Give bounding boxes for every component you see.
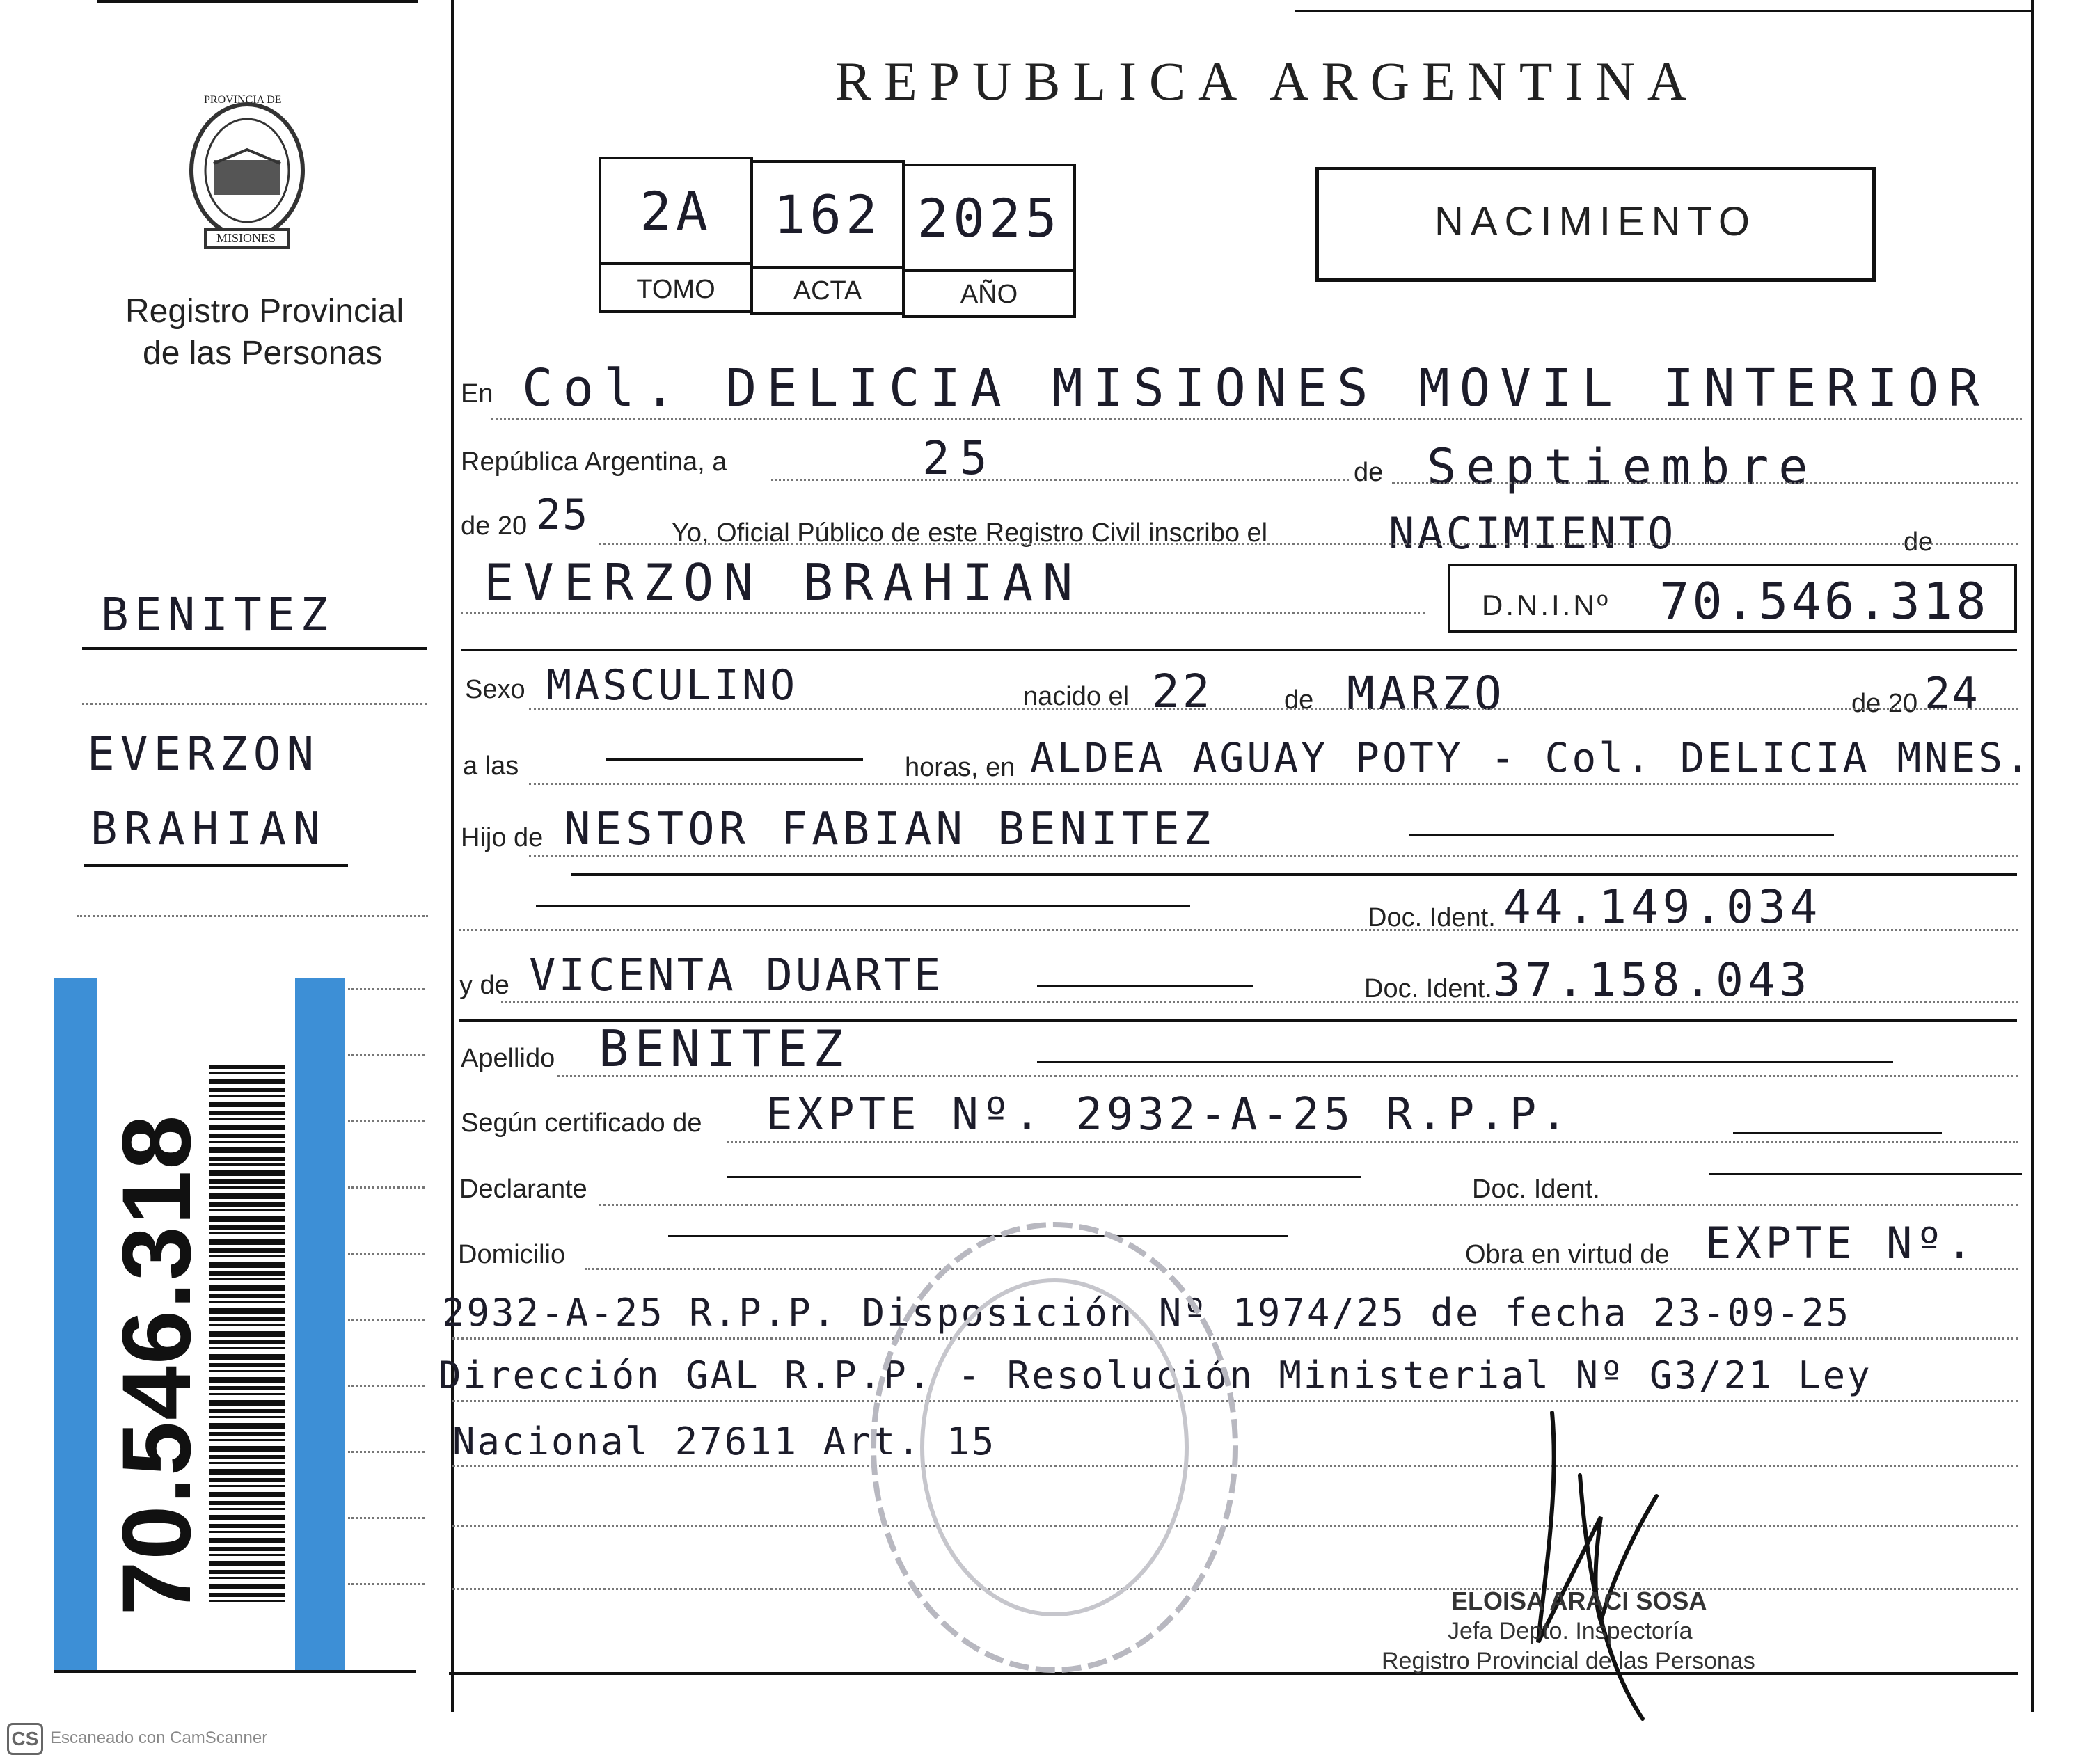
en-label: En <box>461 379 493 408</box>
margin-dots-1 <box>82 703 427 705</box>
margin-dots-2 <box>77 915 428 917</box>
month-value: Septiembre <box>1427 438 1818 495</box>
obra-value: EXPTE Nº. <box>1705 1218 1977 1269</box>
declarante-label: Declarante <box>459 1175 587 1204</box>
inscribe-value: NACIMIENTO <box>1389 508 1677 559</box>
camscanner-logo-text: CS <box>11 1728 39 1749</box>
apellido-blank <box>1037 1061 1893 1063</box>
tomo-value: 2A <box>640 180 712 242</box>
sticker-dni-vertical: 70.546.318 <box>102 1113 211 1616</box>
row4-dots <box>461 612 1425 614</box>
dni-barcode <box>209 1065 285 1607</box>
right-frame-line <box>2031 0 2034 1712</box>
nacido-label: nacido el <box>1023 682 1130 711</box>
registry-name-line1: Registro Provincial <box>125 293 404 330</box>
notes-line1: 2932-A-25 R.P.P. Disposición Nº 1974/25 de fecha 23-09-25 <box>442 1291 1851 1335</box>
margin-dots-5 <box>348 1120 425 1122</box>
country-title: REPUBLICA ARGENTINA <box>835 51 1700 111</box>
acta-label: ACTA <box>793 276 862 305</box>
record-type-box <box>1315 167 1876 282</box>
obra-label: Obra en virtud de <box>1465 1240 1670 1269</box>
row8-dots <box>459 929 2018 931</box>
dni-label: D.N.I.Nº <box>1482 589 1611 621</box>
signature-mark <box>1496 1392 1677 1726</box>
tomo-label: TOMO <box>636 275 715 304</box>
margin-dots-12 <box>348 1583 425 1585</box>
hijo-label: Hijo de <box>461 823 544 852</box>
mother-doc-value: 37.158.043 <box>1493 953 1812 1007</box>
birth-place-value: ALDEA AGUAY POTY - Col. DELICIA MNES. <box>1030 734 2033 781</box>
anio-cell <box>902 164 1076 318</box>
seal-text-top: PROVINCIA DE <box>204 94 282 106</box>
seal-text-bottom: MISIONES <box>216 231 276 245</box>
apellido-label: Apellido <box>461 1044 555 1073</box>
top-frame-line <box>97 0 418 3</box>
row11-dots <box>727 1141 2018 1143</box>
father-blank <box>1409 834 1834 836</box>
margin-dots-4 <box>348 1054 425 1056</box>
row7-separator <box>571 873 2017 876</box>
year-prefix: de 20 <box>461 511 528 541</box>
certificado-blank <box>1733 1132 1942 1134</box>
birth-year-suffix: 24 <box>1924 668 1979 719</box>
birth-year-prefix: de 20 <box>1851 689 1918 718</box>
de-label: de <box>1354 458 1384 487</box>
row7-dots <box>529 855 2018 857</box>
row3-dots <box>599 543 2018 545</box>
day-value: 25 <box>922 431 997 485</box>
anio-value: 2025 <box>917 187 1061 249</box>
signature-title: Jefa Depto. Inspectoría <box>1448 1618 1693 1644</box>
sexo-value: MASCULINO <box>546 661 798 710</box>
row1-dots <box>491 418 2022 420</box>
margin-dots-10 <box>348 1451 425 1453</box>
declarante-blank <box>727 1176 1361 1178</box>
doc-label-3: Doc. Ident. <box>1472 1175 1600 1204</box>
margin-given-line <box>84 864 348 867</box>
doc-label-1: Doc. Ident. <box>1368 903 1496 932</box>
anio-label: AÑO <box>960 280 1018 309</box>
record-type-label: NACIMIENTO <box>1434 199 1757 244</box>
dni-value: 70.546.318 <box>1659 572 1989 630</box>
mother-name-value: VICENTA DUARTE <box>529 950 944 1001</box>
camscanner-logo <box>7 1723 43 1755</box>
sticker-band-right <box>295 978 345 1670</box>
oficial-text: Yo, Oficial Público de este Registro Civil inscribo el <box>672 518 1268 548</box>
official-stamp <box>860 1211 1249 1684</box>
registry-seal-logo <box>177 94 317 254</box>
doc-label-2: Doc. Ident. <box>1364 974 1492 1003</box>
registry-name-line2: de las Personas <box>143 335 383 372</box>
dni-box <box>1448 564 2017 633</box>
margin-surname-line <box>82 647 427 650</box>
margin-bottom-line <box>54 1670 416 1673</box>
row5-dots <box>529 708 2018 710</box>
acta-value: 162 <box>773 184 882 246</box>
margin-dots-7 <box>348 1253 425 1255</box>
margin-dots-3 <box>348 988 425 990</box>
hours-blank <box>606 758 863 761</box>
notes-line3: Nacional 27611 Art. 15 <box>452 1420 997 1463</box>
birth-day-value: 22 <box>1152 665 1213 718</box>
tomo-cell <box>599 157 753 313</box>
mother-blank <box>1037 985 1253 987</box>
domicilio-label: Domicilio <box>458 1240 566 1269</box>
acta-cell <box>750 160 905 315</box>
signature-org: Registro Provincial de las Personas <box>1382 1648 1755 1674</box>
declarante-doc-blank <box>1709 1173 2022 1175</box>
birth-month-value: MARZO <box>1347 667 1506 720</box>
republica-label: República Argentina, a <box>461 447 727 477</box>
margin-dots-11 <box>348 1517 425 1519</box>
row4-separator <box>461 649 2017 651</box>
margin-surname: BENITEZ <box>101 588 334 642</box>
sexo-label: Sexo <box>465 675 525 704</box>
certificado-label: Según certificado de <box>461 1109 702 1138</box>
camscanner-text: Escaneado con CamScanner <box>50 1729 268 1747</box>
row10-dots <box>557 1075 2018 1077</box>
apellido-value: BENITEZ <box>599 1019 849 1078</box>
row12-dots <box>599 1204 2018 1206</box>
notes-line2: Dirección GAL R.P.P. - Resolución Ministerial Nº G3/21 Ley <box>438 1353 1872 1397</box>
margin-given-2: BRAHIAN <box>90 804 327 855</box>
certificado-value: EXPTE Nº. 2932-A-25 R.P.P. <box>766 1089 1572 1141</box>
row2-dots <box>771 479 1349 481</box>
top-right-line <box>1295 10 2032 12</box>
father-name-value: NESTOR FABIAN BENITEZ <box>564 804 1215 855</box>
horas-label: horas, en <box>905 753 1015 782</box>
child-name-value: EVERZON BRAHIAN <box>484 553 1083 612</box>
row8-blank <box>536 905 1190 907</box>
place-value: Col. DELICIA MISIONES MOVIL INTERIOR <box>522 358 1989 418</box>
father-doc-value: 44.149.034 <box>1503 880 1822 934</box>
year-suffix: 25 <box>536 491 590 539</box>
margin-dots-9 <box>348 1385 425 1387</box>
signature-name: ELOISA ARACI SOSA <box>1451 1587 1707 1615</box>
row6-dots <box>529 783 2018 785</box>
margin-dots-8 <box>348 1319 425 1321</box>
row9-dots <box>501 1001 2018 1003</box>
de-label-3: de <box>1284 685 1314 715</box>
a-las-label: a las <box>463 752 519 781</box>
sticker-band-left <box>54 978 97 1670</box>
row2b-dots <box>1392 482 2018 484</box>
margin-given-1: EVERZON <box>87 727 320 781</box>
row13-dots <box>585 1268 2018 1270</box>
de-label-2: de <box>1904 527 1933 557</box>
margin-dots-6 <box>348 1186 425 1189</box>
y-de-label: y de <box>459 971 509 1000</box>
